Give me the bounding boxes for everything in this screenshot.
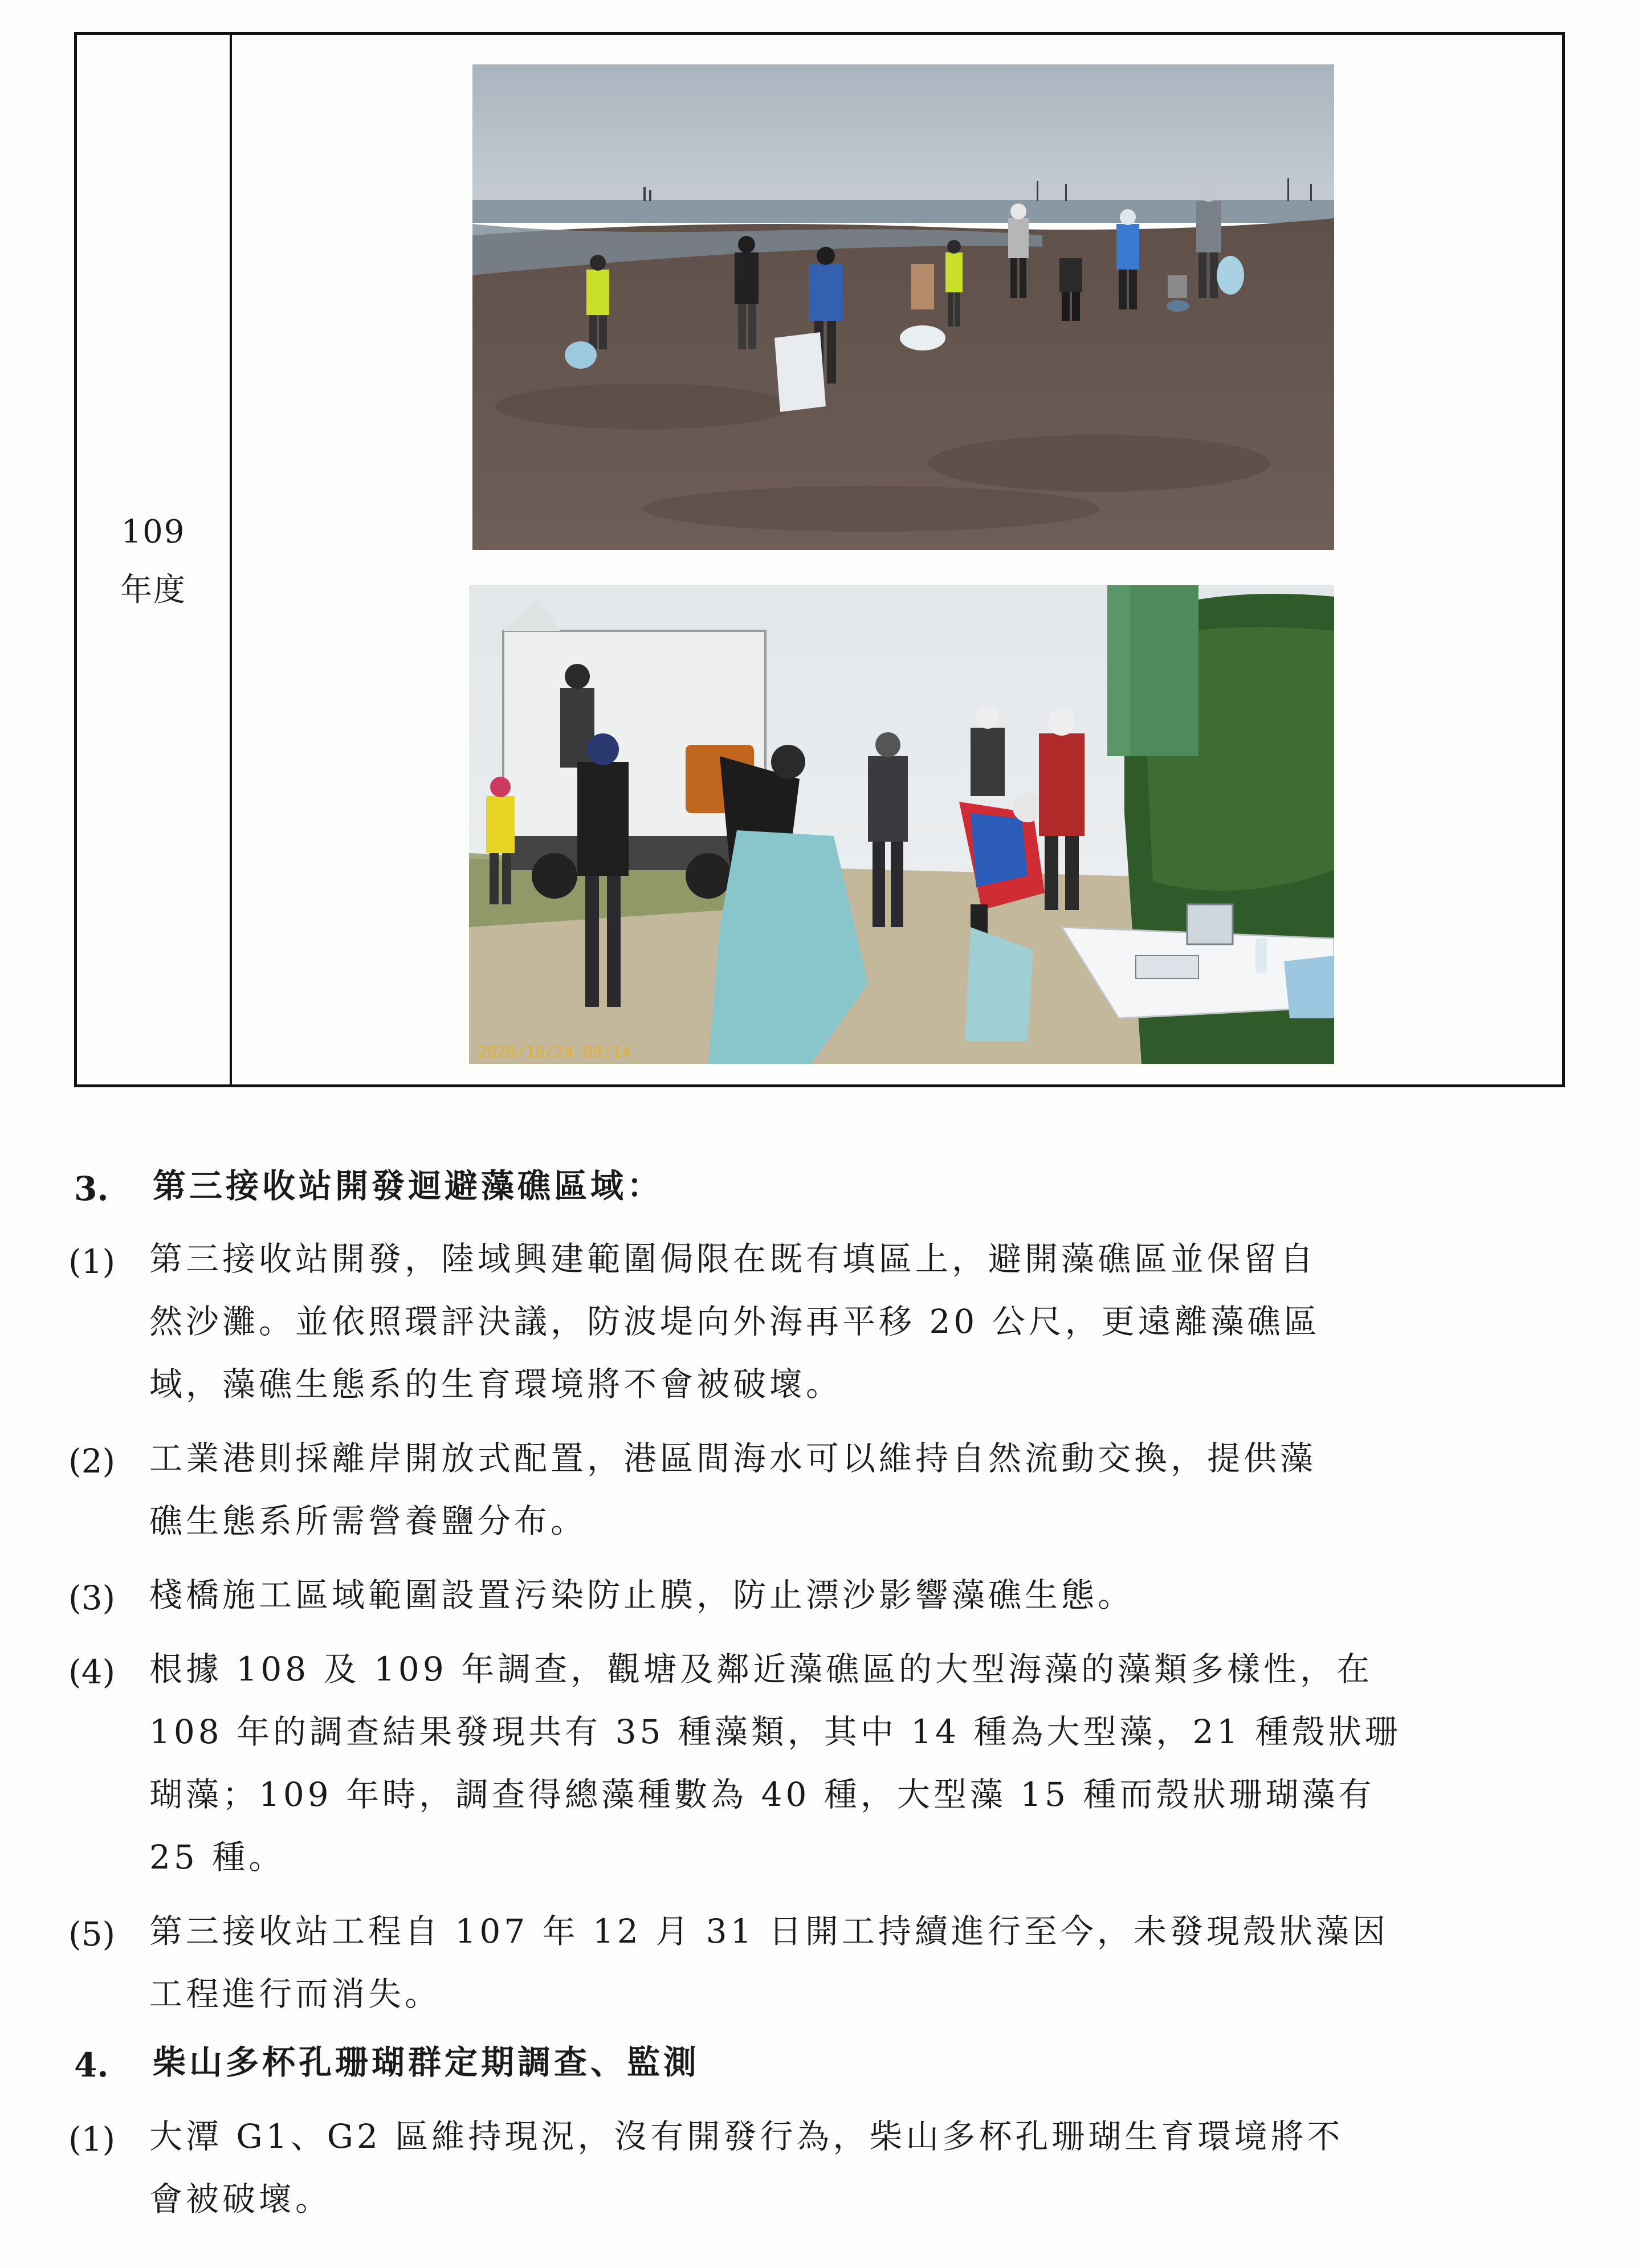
item-3-4-line-1: 根據 108 及 109 年調查，觀塘及鄰近藻礁區的大型海藻的藻類多樣性，在 [149, 1650, 1373, 1688]
volunteer-collection-photo [469, 585, 1334, 1064]
section-3-number: 3. [74, 1169, 109, 1208]
section-4-title: 柴山多杯孔珊瑚群定期調查、監測 [153, 2043, 700, 2082]
item-3-5-line-1: 第三接收站工程自 107 年 12 月 31 日開工持續進行至今，未發現殼狀藻因 [149, 1912, 1389, 1951]
item-3-2-line-2: 礁生態系所需營養鹽分布。 [149, 1502, 588, 1540]
item-3-5-line-2: 工程進行而消失。 [149, 1975, 442, 2013]
item-3-1-line-2: 然沙灘。並依照環評決議，防波堤向外海再平移 20 公尺，更遠離藻礁區 [149, 1302, 1320, 1341]
item-3-4-marker: (4) [68, 1653, 116, 1691]
item-3-4-line-2: 108 年的調查結果發現共有 35 種藻類，其中 14 種為大型藻，21 種殼狀珊 [149, 1712, 1401, 1751]
item-4-1-line-1: 大潭 G1、G2 區維持現況，沒有開發行為，柴山多杯孔珊瑚生育環境將不 [149, 2117, 1344, 2156]
item-3-1-line-1: 第三接收站開發，陸域興建範圍侷限在既有填區上，避開藻礁區並保留自 [149, 1239, 1317, 1278]
item-4-1-line-2: 會被破壞。 [149, 2180, 332, 2218]
item-3-1-line-3: 域，藻礁生態系的生育環境將不會被破壞。 [149, 1365, 843, 1404]
item-3-5-marker: (5) [68, 1915, 116, 1953]
year-cell [77, 35, 230, 1084]
item-3-4-line-4: 25 種。 [149, 1838, 286, 1877]
item-3-1-marker: (1) [68, 1242, 116, 1281]
section-4-number: 4. [74, 2046, 109, 2085]
item-3-2-line-1: 工業港則採離岸開放式配置，港區間海水可以維持自然流動交換，提供藻 [149, 1439, 1317, 1478]
item-4-1-marker: (1) [68, 2120, 116, 2159]
photo-timestamp: 2020/10/24 09:14 [478, 1042, 631, 1061]
truck [503, 597, 765, 899]
item-3-2-marker: (2) [68, 1442, 116, 1480]
year-number: 109 [121, 513, 186, 550]
item-3-4-line-3: 瑚藻；109 年時，調查得總藻種數為 40 種，大型藻 15 種而殼狀珊瑚藻有 [149, 1775, 1375, 1814]
photo-table [74, 32, 1565, 1087]
column-divider [230, 35, 232, 1084]
item-3-3-marker: (3) [68, 1578, 116, 1617]
item-3-3-line-1: 棧橋施工區域範圍設置污染防止膜，防止漂沙影響藻礁生態。 [149, 1576, 1135, 1614]
beach-cleanup-photo [472, 64, 1334, 550]
section-3-title: 第三接收站開發迴避藻礁區域： [153, 1166, 664, 1205]
year-unit: 年度 [120, 572, 186, 609]
